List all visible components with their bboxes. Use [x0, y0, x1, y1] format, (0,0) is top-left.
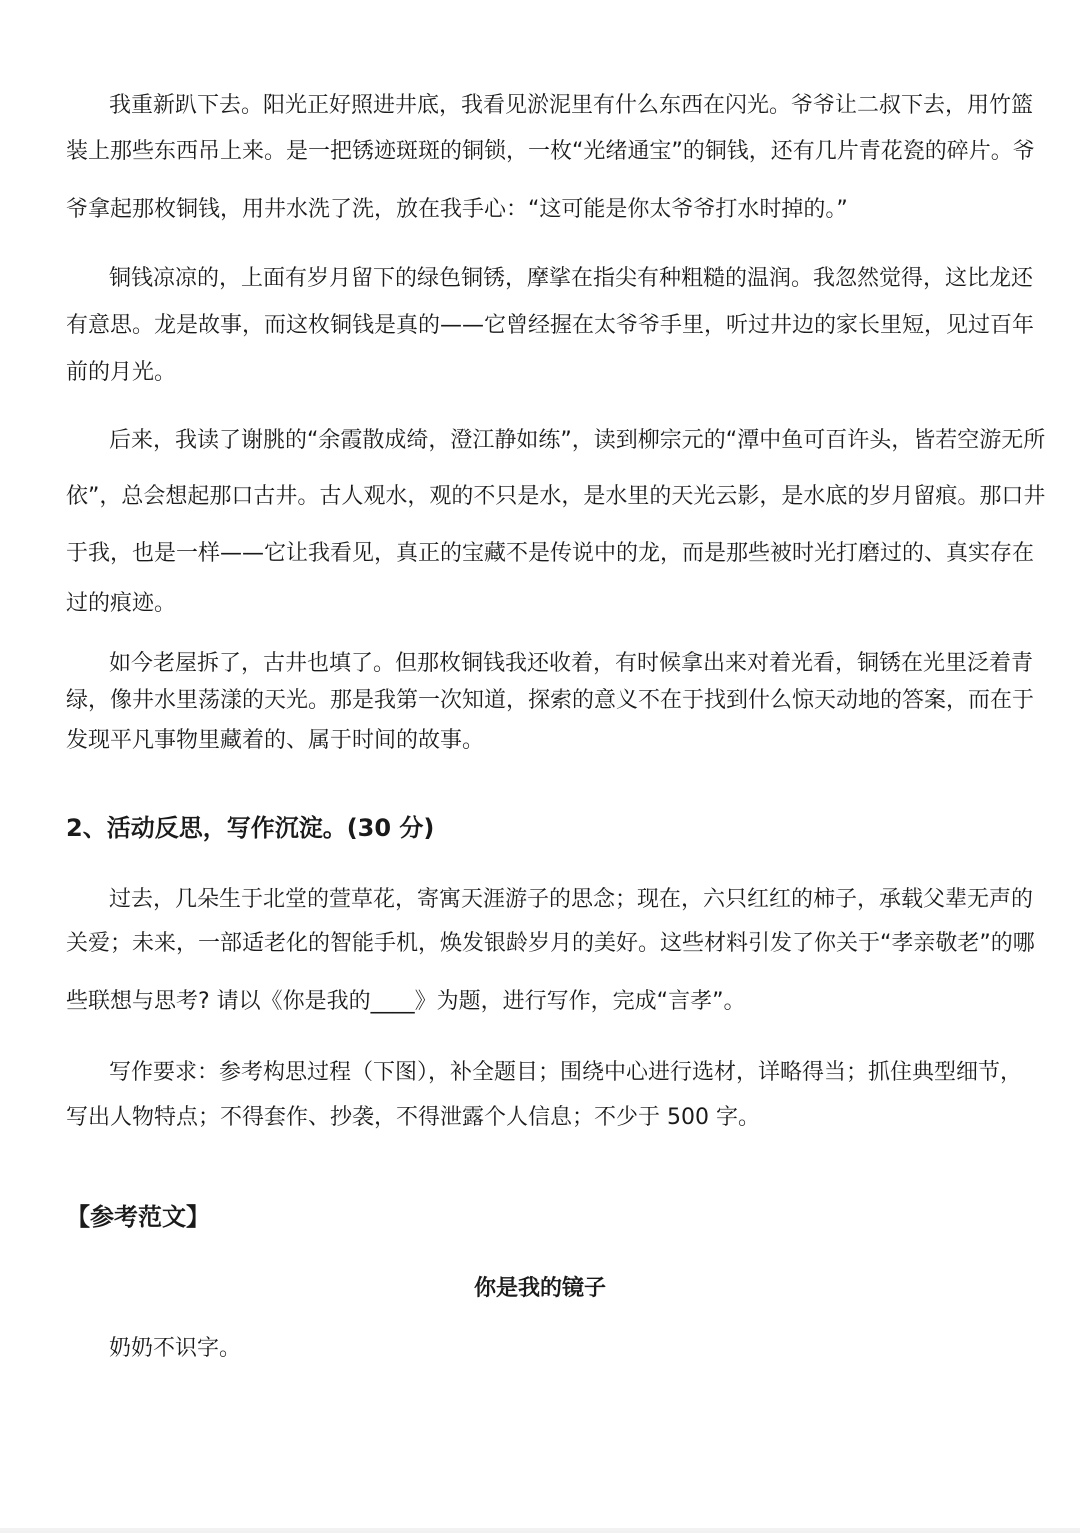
- prompt-line: 些联想与思考? 请以《你是我的____》为题，进行写作，完成“言孝”。: [66, 989, 746, 1014]
- paragraph-line: 绿，像井水里荡漾的天光。那是我第一次知道，探索的意义不在于找到什么惊天动地的答案，而在于: [66, 688, 1035, 713]
- paragraph-line: 过的痕迹。: [66, 591, 177, 616]
- paragraph-line: 有意思。龙是故事，而这枚铜钱是真的——它曾经握在太爷爷手里，听过井边的家长里短，见过百年: [66, 313, 1035, 338]
- prompt-line: 关爱；未来，一部适老化的智能手机，焕发银龄岁月的美好。这些材料引发了你关于“孝亲敬老”的哪: [66, 931, 1035, 956]
- prompt-line: 过去，几朵生于北堂的萱草花，寄寓天涯游子的思念；现在，六只红红的柿子，承载父辈无声的: [109, 887, 1034, 912]
- requirements-line: 写作要求：参考构思过程（下图），补全题目；围绕中心进行选材，详略得当；抓住典型细节，: [109, 1060, 1023, 1085]
- paragraph-line: 发现平凡事物里藏着的、属于时间的故事。: [66, 728, 485, 753]
- paragraph-line: 铜钱凉凉的，上面有岁月留下的绿色铜锈，摩挲在指尖有种粗糙的温润。我忽然觉得，这比龙还: [109, 266, 1034, 291]
- paragraph-line: 前的月光。: [66, 360, 177, 385]
- paragraph-line: 爷拿起那枚铜钱，用井水洗了洗，放在我手心：“这可能是你太爷爷打水时掉的。”: [66, 197, 848, 222]
- paragraph-line: 我重新趴下去。阳光正好照进井底，我看见淤泥里有什么东西在闪光。爷爷让二叔下去，用竹篮: [109, 93, 1034, 118]
- paragraph-line: 装上那些东西吊上来。是一把锈迹斑斑的铜锁，一枚“光绪通宝”的铜钱，还有几片青花瓷的碎片。爷: [66, 139, 1035, 164]
- paragraph-line: 如今老屋拆了，古井也填了。但那枚铜钱我还收着，有时候拿出来对着光看，铜锈在光里泛着青: [109, 651, 1034, 676]
- essay-first-line: 奶奶不识字。: [109, 1336, 242, 1361]
- paragraph-line: 后来，我读了谢朓的“余霞散成绮，澄江静如练”，读到柳宗元的“潭中鱼可百许头，皆若空游无所: [109, 428, 1046, 453]
- section-heading: 2、活动反思，写作沉淀。(30 分): [66, 814, 435, 842]
- paragraph-line: 依”，总会想起那口古井。古人观水，观的不只是水，是水里的天光云影，是水底的岁月留痕。那口井: [66, 484, 1046, 509]
- paragraph-line: 于我，也是一样——它让我看见，真正的宝藏不是传说中的龙，而是那些被时光打磨过的、真实存在: [66, 541, 1035, 566]
- page-bottom-edge: [0, 1528, 1080, 1533]
- essay-title: 你是我的镜子: [473, 1276, 606, 1301]
- requirements-line: 写出人物特点；不得套作、抄袭，不得泄露个人信息；不少于 500 字。: [66, 1105, 760, 1130]
- reference-heading: 【参考范文】: [66, 1203, 210, 1231]
